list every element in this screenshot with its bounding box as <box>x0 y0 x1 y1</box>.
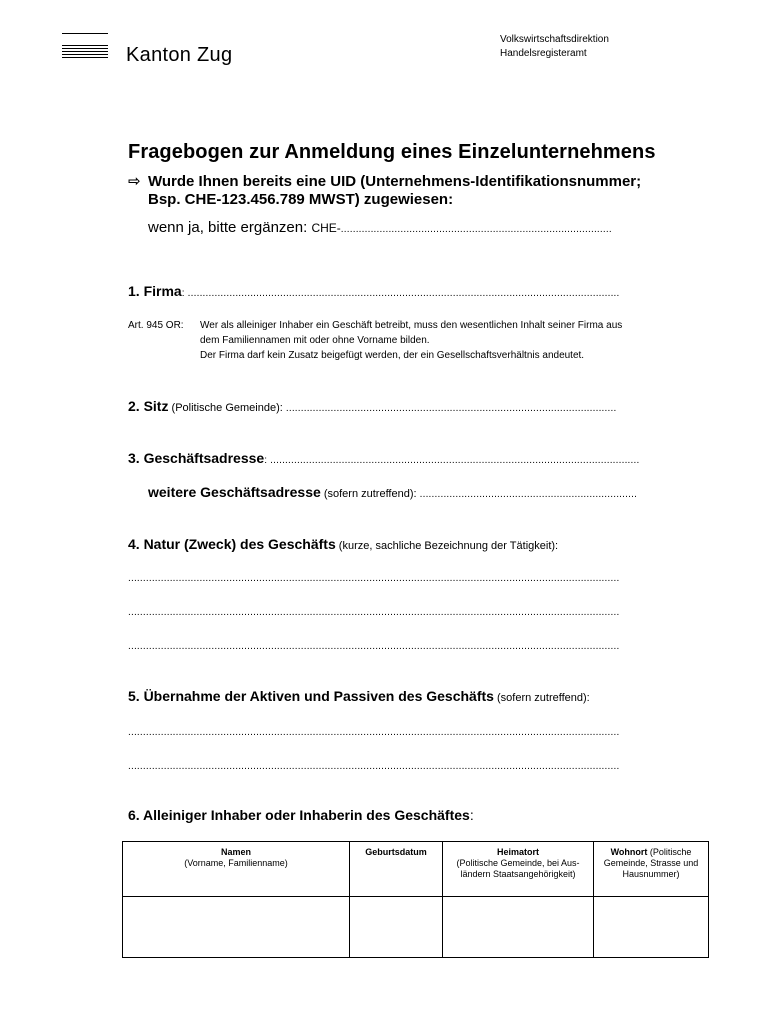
owner-heading <box>128 807 474 823</box>
col-hometown <box>443 842 594 897</box>
sitz-field[interactable] <box>128 398 616 414</box>
col-hometown-sub: (Politische Gemeinde, bei Aus-ländern Staatsangehörigkeit) <box>456 858 580 879</box>
sitz-label: 2. Sitz <box>128 398 169 414</box>
col-residence-sub: (Politische Gemeinde, Strasse und Hausnummer) <box>603 847 699 879</box>
art-label: Art. 945 OR: <box>128 320 184 331</box>
assets-line-2[interactable]: ..................................................................................................................................................................... <box>128 761 620 772</box>
firma-field[interactable] <box>128 283 620 299</box>
arrow-right-icon: ⇨ <box>128 173 141 190</box>
purpose-heading <box>128 536 558 552</box>
firma-dots: : ................................................................................................................................................. <box>181 288 620 299</box>
col-residence-title: Wohnort <box>610 847 648 857</box>
additional-address-label: weitere Geschäftsadresse <box>148 484 321 500</box>
uid-field-label: wenn ja, bitte ergänzen: <box>148 219 312 236</box>
department-block <box>500 33 609 61</box>
cell-name-input[interactable] <box>123 897 350 958</box>
art-line2: dem Familiennamen mit oder ohne Vorname bilden. <box>200 335 430 346</box>
assets-line-1[interactable]: ..................................................................................................................................................................... <box>128 727 620 738</box>
cell-residence-input[interactable] <box>594 897 709 958</box>
purpose-line-3[interactable]: ..................................................................................................................................................................... <box>128 641 620 652</box>
address-field[interactable] <box>128 450 639 466</box>
col-names <box>123 842 350 897</box>
office-name: Handelsregisteramt <box>500 48 587 59</box>
uid-question <box>128 173 641 209</box>
purpose-label: 4. Natur (Zweck) des Geschäfts <box>128 536 336 552</box>
canton-name: Kanton Zug <box>126 44 233 66</box>
purpose-line-1[interactable]: ..................................................................................................................................................................... <box>128 573 620 584</box>
owner-colon: : <box>469 807 474 823</box>
assets-label: 5. Übernahme der Aktiven und Passiven des Geschäfts <box>128 688 494 704</box>
table-row <box>123 897 709 958</box>
cell-birthdate-input[interactable] <box>350 897 443 958</box>
col-hometown-title: Heimatort <box>496 847 539 857</box>
form-title: Fragebogen zur Anmeldung eines Einzelunternehmens <box>128 141 656 163</box>
uid-field[interactable] <box>148 219 612 236</box>
uid-prefix: CHE- <box>311 221 341 235</box>
col-names-title: Namen <box>220 847 251 857</box>
table-header-row <box>123 842 709 897</box>
uid-dots: ........................................................................................... <box>340 224 612 235</box>
owner-label: 6. Alleiniger Inhaber oder Inhaberin des Geschäftes <box>128 807 470 823</box>
art-line3: Der Firma darf kein Zusatz beigefügt werden, der ein Gesellschaftsverhältnis andeutet. <box>200 350 585 361</box>
additional-address-dots: ......................................................................... <box>419 489 638 500</box>
address-dots: : ............................................................................................................................ <box>264 455 640 466</box>
purpose-note: (kurze, sachliche Bezeichnung der Tätigkeit): <box>335 540 559 552</box>
owner-table <box>122 841 709 958</box>
assets-heading <box>128 688 590 704</box>
uid-question-line2: Bsp. CHE-123.456.789 MWST) zugewiesen: <box>148 191 454 208</box>
col-names-sub: (Vorname, Familienname) <box>184 858 288 868</box>
col-birthdate-title: Geburtsdatum <box>365 847 427 857</box>
department-name: Volkswirtschaftsdirektion <box>500 34 609 45</box>
additional-address-field[interactable] <box>148 484 637 500</box>
sitz-note: (Politische Gemeinde): <box>168 402 286 414</box>
purpose-line-2[interactable]: ..................................................................................................................................................................... <box>128 607 620 618</box>
col-residence <box>594 842 709 897</box>
address-label: 3. Geschäftsadresse <box>128 450 265 466</box>
col-birthdate <box>350 842 443 897</box>
additional-address-note: (sofern zutreffend): <box>320 488 420 500</box>
cell-hometown-input[interactable] <box>443 897 594 958</box>
art-line1: Wer als alleiniger Inhaber ein Geschäft betreibt, muss den wesentlichen Inhalt seiner Firma aus <box>200 320 623 331</box>
canton-logo-icon <box>62 33 108 60</box>
assets-note: (sofern zutreffend): <box>493 692 590 704</box>
firma-label: 1. Firma <box>128 283 182 299</box>
uid-question-line1: Wurde Ihnen bereits eine UID (Unternehmens-Identifikationsnummer; <box>148 173 642 190</box>
sitz-dots: ............................................................................................................... <box>285 403 617 414</box>
art-945-note <box>128 318 720 363</box>
